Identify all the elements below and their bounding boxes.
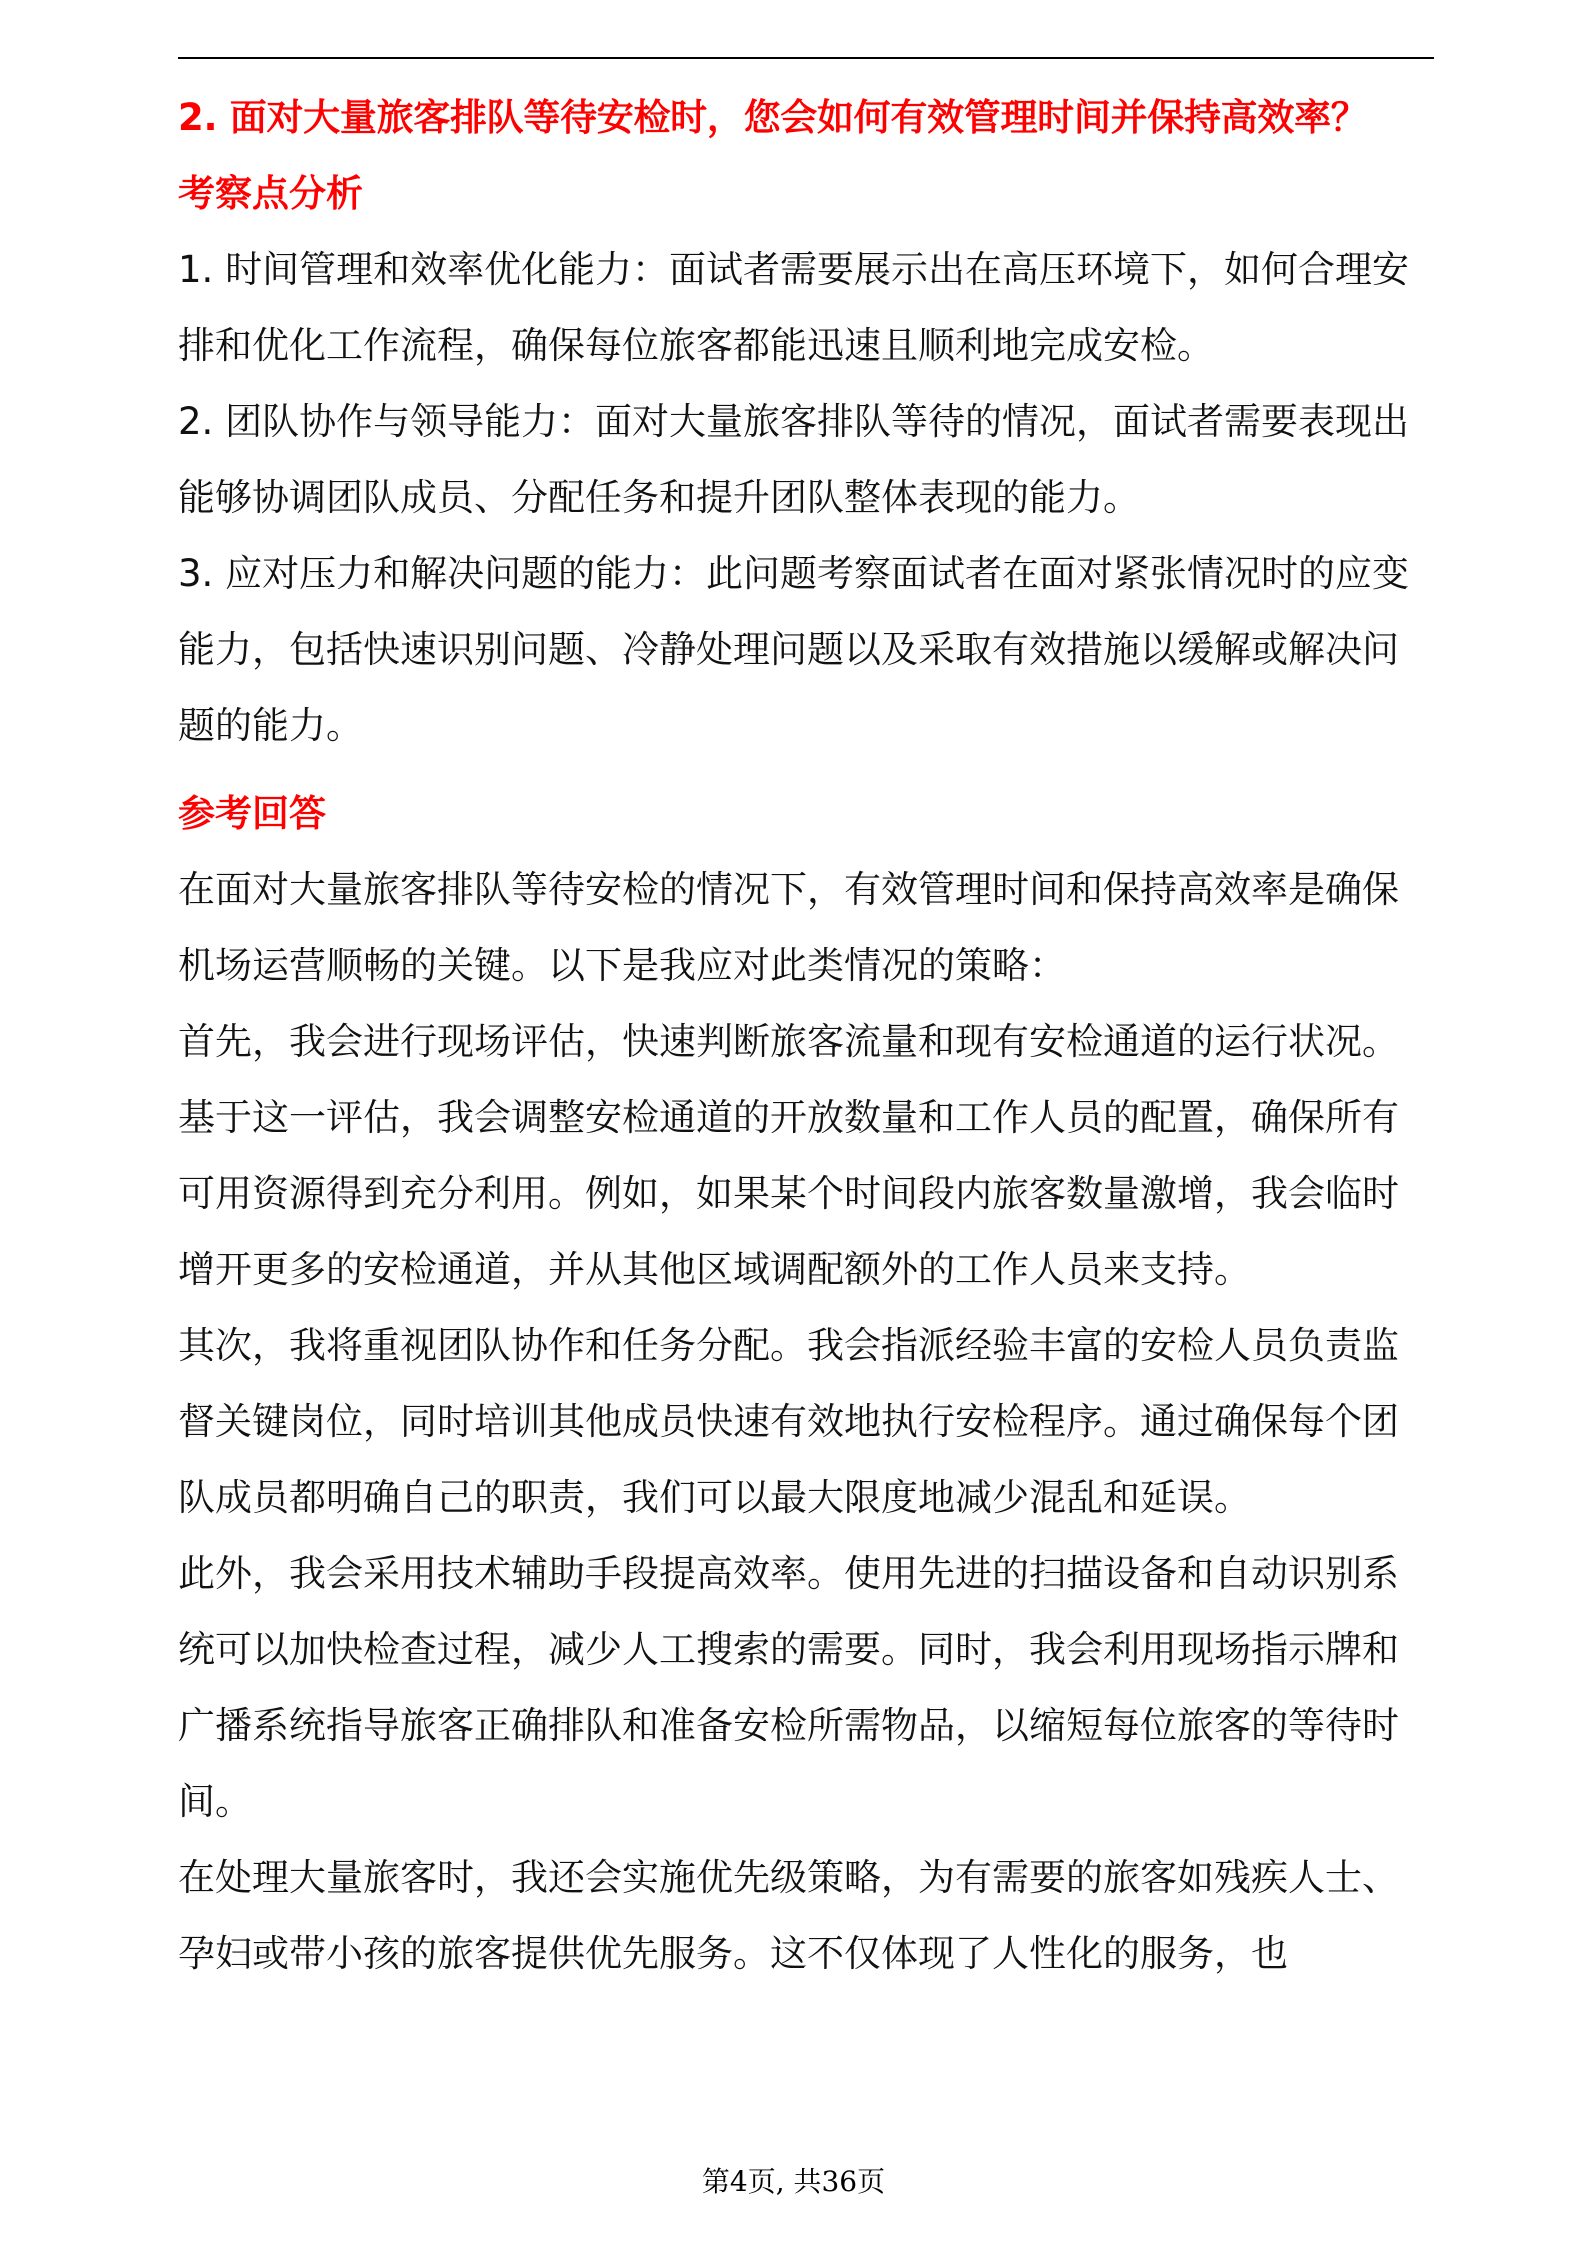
answer-paragraph-2: 首先，我会进行现场评估，快速判断旅客流量和现有安检通道的运行状况。基于这一评估，我会调整安检通道的开放数量和工作人员的配置，确保所有可用资源得到充分利用。例如，如果某个时间段内旅客数量激增，我会临时增开更多的安检通道，并从其他区域调配额外的工作人员来支持。 [178, 1020, 1399, 1291]
question-title: 2. 面对大量旅客排队等待安检时，您会如何有效管理时间并保持高效率？ [178, 96, 1368, 139]
answer-paragraph-4: 此外，我会采用技术辅助手段提高效率。使用先进的扫描设备和自动识别系统可以加快检查过程，减少人工搜索的需要。同时，我会利用现场指示牌和广播系统指导旅客正确排队和准备安检所需物品，以缩短每位旅客的等待时间。 [178, 1552, 1399, 1823]
answer-paragraph-5: 在处理大量旅客时，我还会实施优先级策略，为有需要的旅客如残疾人士、孕妇或带小孩的旅客提供优先服务。这不仅体现了人性化的服务，也 [178, 1856, 1399, 1975]
header-rule [178, 57, 1434, 59]
analysis-item-3: 3. 应对压力和解决问题的能力：此问题考察面试者在面对紧张情况时的应变能力，包括快速识别问题、冷静处理问题以及采取有效措施以缓解或解决问题的能力。 [178, 552, 1410, 747]
analysis-heading: 考察点分析 [178, 172, 363, 215]
analysis-item-2: 2. 团队协作与领导能力：面对大量旅客排队等待的情况，面试者需要表现出能够协调团队成员、分配任务和提升团队整体表现的能力。 [178, 400, 1410, 519]
answer-paragraph-3: 其次，我将重视团队协作和任务分配。我会指派经验丰富的安检人员负责监督关键岗位，同时培训其他成员快速有效地执行安检程序。通过确保每个团队成员都明确自己的职责，我们可以最大限度地减少混乱和延误。 [178, 1324, 1399, 1519]
page-number: 第4页, 共36页 [701, 2165, 886, 2198]
analysis-item-1: 1. 时间管理和效率优化能力：面试者需要展示出在高压环境下，如何合理安排和优化工作流程，确保每位旅客都能迅速且顺利地完成安检。 [178, 248, 1410, 367]
answer-heading: 参考回答 [178, 792, 326, 835]
answer-paragraph-1: 在面对大量旅客排队等待安检的情况下，有效管理时间和保持高效率是确保机场运营顺畅的关键。以下是我应对此类情况的策略： [178, 868, 1399, 987]
page-content [178, 80, 1434, 1992]
